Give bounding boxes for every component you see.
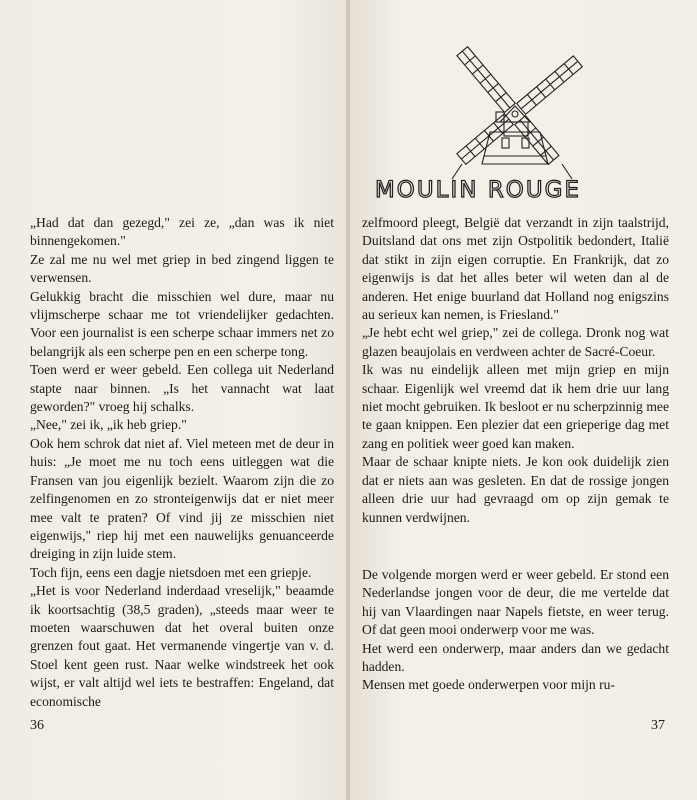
right-page-text-top (362, 214, 669, 527)
paragraph: „Nee," zei ik, „ik heb griep." (30, 417, 187, 433)
paragraph: zelfmoord pleegt, België dat verzandt in zijn taalstrijd, Duitsland dat ons met zijn Ostpolitik bedondert, Italië dat stikt in zijn eigen corruptie. En Frankrijk, dat zo eigenwijs is dat het alles beter wil weten dan al de anderen. Het enige buurland dat Holland nog enigszins au serieux kan nemen, is Friesland." (362, 215, 669, 323)
paragraph: „Had dat dan gezegd," zei ze, „dan was ik niet binnengekomen." (30, 215, 334, 249)
paragraph: Toch fijn, eens een dagje nietsdoen met een griepje. (30, 564, 312, 580)
paragraph: „Het is voor Nederland inderdaad vreselijk," beaamde ik koortsachtig (38,5 graden), „steeds maar weer te moeten waarschuwen dat het overal buiten onze grenzen fout gaat. Het vermanende vingertje van v. d. Stoel kent geen rust. Naar welke windstreek het ook wijst, er valt altijd wel iets te bestraffen: Engeland, dat economische (30, 583, 334, 709)
paragraph: Gelukkig bracht die misschien wel dure, maar nu vlijmscherpe schaar me tot vriendelijker gedachten. Voor een journalist is een scherpe schaar immers net zo belangrijk als een scherpe pen en een scherpe tong. (30, 288, 334, 359)
page-number: 37 (651, 718, 665, 733)
left-page (0, 0, 346, 800)
paragraph: „Je hebt echt wel griep," zei de collega. Dronk nog wat glazen beaujolais en verdween achter de Sacré-Coeur. (362, 325, 669, 359)
right-page (350, 0, 697, 800)
paragraph: Ik was nu eindelijk alleen met mijn griep en mijn schaar. Eigenlijk wel vreemd dat ik hem drie uur lang niet mocht gebruiken. Ik besloot er nu scherpzinnig mee te gaan knippen. Een plezier dat een grieperige dag met zang en politiek weer goed kan maken. (362, 362, 669, 451)
paragraph: Toen werd er weer gebeld. Een collega uit Nederland stapte naar binnen. „Is het vannacht wat laat geworden?" vroeg hij schalks. (30, 362, 334, 415)
paragraph: Ze zal me nu wel met griep in bed zingend liggen te verwensen. (30, 251, 334, 286)
paragraph: Ook hem schrok dat niet af. Viel meteen met de deur in huis: „Je moet me nu toch eens uitleggen wat die Fransen van jou eigenlijk bezielt. Waarom zijn die zo zelfingenomen en zo stronteigenwijs dat er niet meer mee valt te praten? Of vind jij ze misschien niet eigenwijs," riep hij met een nauwelijks genuanceerde dreiging in zijn luide stem. (30, 435, 334, 562)
left-page-text (30, 214, 334, 711)
right-page-text-bottom (362, 566, 669, 695)
paragraph: Mensen met goede onderwerpen voor mijn ru- (362, 677, 615, 693)
paragraph: De volgende morgen werd er weer gebeld. Er stond een Nederlandse jongen voor de deur, die me vertelde dat hij van Vlaardingen naar Napels fietste, en weer terug. Of dat geen mooi onderwerp voor me was. (362, 567, 669, 638)
paragraph: Maar de schaar knipte niets. Je kon ook duidelijk zien dat er niets aan was gesleten. En dat de rossige jongen alleen drie uur had gevraagd om op zijn gemak te kunnen verdwijnen. (362, 454, 669, 525)
windmill-drawing-icon (372, 14, 672, 204)
page-number: 36 (30, 718, 44, 733)
moulin-rouge-title: MOULIN ROUGE (375, 178, 581, 203)
paragraph: Het werd een onderwerp, maar anders dan we gedacht hadden. (362, 640, 669, 675)
